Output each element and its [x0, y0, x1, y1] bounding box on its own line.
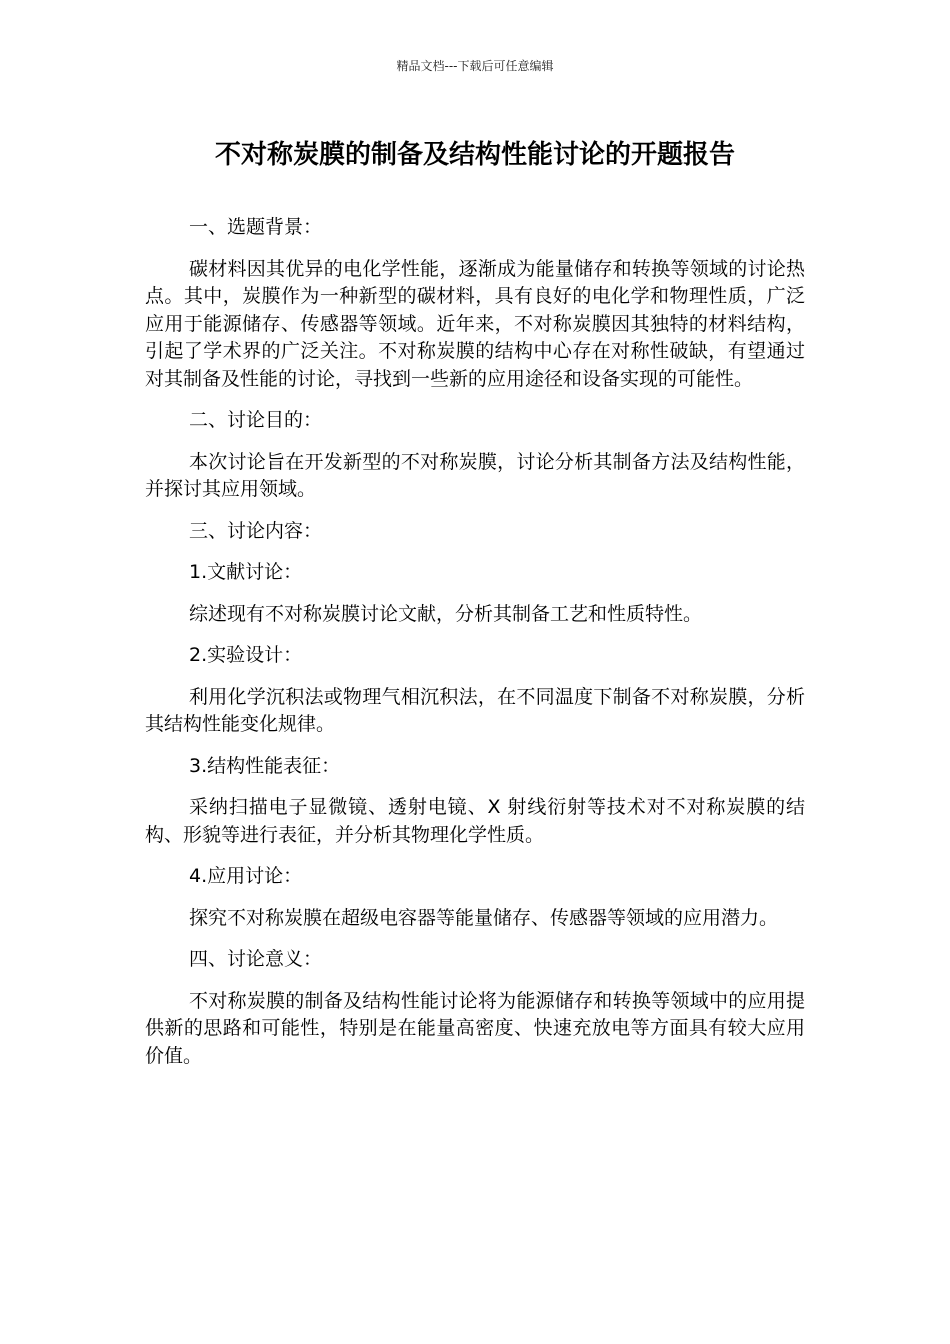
subheading-literature: 1.文献讨论： [189, 561, 303, 583]
section-heading-background: 一、选题背景： [189, 216, 323, 238]
subheading-characterization: 3.结构性能表征： [189, 754, 341, 777]
paragraph-background: 碳材料因其优异的电化学性能，逐渐成为能量储存和转换等领域的讨论热点。其中，炭膜作为一种新型的碳材料，具有良好的电化学和物理性质，广泛应用于能源储存、传感器等领域。近年来，不对称炭膜因其独特的材料结构，引起了学术界的广泛关注。不对称炭膜的结构中心存在对称性破缺，有望通过对其制备及性能的讨论，寻找到一些新的应用途径和设备实现的可能性。 [145, 257, 805, 390]
paragraph-characterization: 采纳扫描电子显微镜、透射电镜、X 射线衍射等技术对不对称炭膜的结构、形貌等进行表征，并分析其物理化学性质。 [145, 796, 805, 846]
paragraph-literature: 综述现有不对称炭膜讨论文献，分析其制备工艺和性质特性。 [189, 602, 703, 625]
subheading-experiment: 2.实验设计： [189, 644, 303, 666]
paragraph-significance: 不对称炭膜的制备及结构性能讨论将为能源储存和转换等领域中的应用提供新的思路和可能性，特别是在能量高密度、快速充放电等方面具有较大应用价值。 [145, 989, 805, 1067]
document-title: 不对称炭膜的制备及结构性能讨论的开题报告 [214, 140, 735, 170]
paragraph-experiment: 利用化学沉积法或物理气相沉积法，在不同温度下制备不对称炭膜，分析其结构性能变化规律。 [145, 685, 805, 735]
page-header: 精品文档---下载后可任意编辑 [396, 59, 554, 73]
section-heading-significance: 四、讨论意义： [189, 948, 323, 970]
section-heading-purpose: 二、讨论目的： [189, 409, 323, 431]
paragraph-application: 探究不对称炭膜在超级电容器等能量储存、传感器等领域的应用潜力。 [189, 906, 779, 929]
paragraph-purpose: 本次讨论旨在开发新型的不对称炭膜，讨论分析其制备方法及结构性能，并探讨其应用领域。 [145, 450, 805, 500]
document-body [145, 214, 805, 1084]
section-heading-content: 三、讨论内容： [189, 519, 323, 542]
subheading-application: 4.应用讨论： [189, 865, 303, 887]
